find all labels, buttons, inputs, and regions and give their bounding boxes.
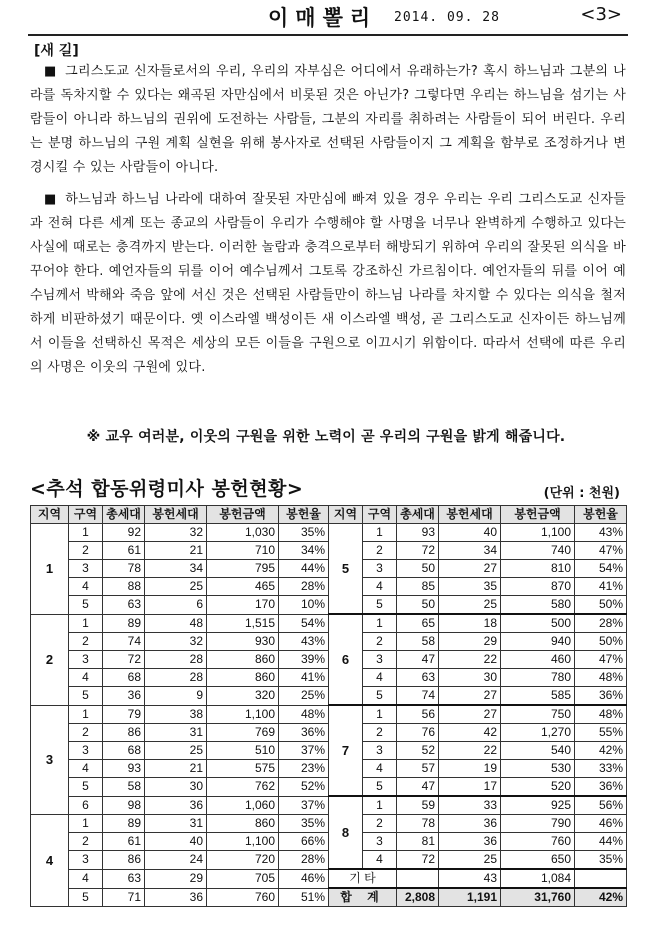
other-rate [575, 869, 627, 888]
district-cell: 4 [69, 578, 103, 596]
district-cell: 1 [363, 524, 397, 542]
offering-households-cell: 34 [439, 542, 501, 560]
region-cell: 8 [329, 796, 363, 869]
offering-households-cell: 40 [439, 524, 501, 542]
rate-cell: 55% [575, 724, 627, 742]
district-cell: 3 [69, 651, 103, 669]
rate-cell: 37% [279, 796, 329, 815]
total-label: 합 계 [329, 888, 397, 907]
table-title: <추석 합동위령미사 봉헌현황> [30, 478, 304, 500]
region-cell: 3 [31, 705, 69, 815]
amount-cell: 790 [501, 815, 575, 833]
amount-cell: 750 [501, 705, 575, 724]
rate-cell: 47% [575, 651, 627, 669]
rate-cell: 54% [575, 560, 627, 578]
rate-cell: 35% [279, 524, 329, 542]
rate-cell: 44% [575, 833, 627, 851]
table-row [31, 614, 627, 633]
district-cell: 4 [363, 669, 397, 687]
district-cell: 3 [363, 560, 397, 578]
amount-cell: 1,515 [207, 614, 279, 633]
offering-households-cell: 27 [439, 705, 501, 724]
households-cell: 71 [103, 888, 145, 907]
district-cell: 4 [69, 760, 103, 778]
amount-cell: 705 [207, 869, 279, 888]
district-cell: 1 [363, 796, 397, 815]
households-cell: 74 [103, 633, 145, 651]
district-cell: 4 [363, 851, 397, 870]
households-cell: 72 [397, 542, 439, 560]
households-cell: 88 [103, 578, 145, 596]
amount-cell: 870 [501, 578, 575, 596]
amount-cell: 530 [501, 760, 575, 778]
rate-cell: 47% [575, 542, 627, 560]
offering-households-cell: 32 [145, 633, 207, 651]
district-cell: 3 [363, 833, 397, 851]
offering-households-cell: 21 [145, 542, 207, 560]
region-cell: 4 [31, 815, 69, 907]
households-cell: 61 [103, 542, 145, 560]
district-cell: 2 [363, 724, 397, 742]
issue-date: 2014. 09. 28 [394, 10, 500, 25]
district-cell: 1 [363, 614, 397, 633]
amount-cell: 585 [501, 687, 575, 706]
amount-cell: 860 [207, 669, 279, 687]
offering-households-cell: 35 [439, 578, 501, 596]
amount-cell: 170 [207, 596, 279, 615]
rate-cell: 35% [279, 815, 329, 833]
rate-cell: 46% [279, 869, 329, 888]
paragraph-1 [30, 60, 626, 180]
section-title: [새 길] [34, 43, 79, 59]
offering-households-cell: 31 [145, 724, 207, 742]
table-row [31, 888, 627, 907]
offering-households-cell: 36 [145, 796, 207, 815]
amount-cell: 760 [501, 833, 575, 851]
offering-households-cell: 22 [439, 651, 501, 669]
other-label: 기 타 [329, 869, 397, 888]
amount-cell: 510 [207, 742, 279, 760]
rate-cell: 25% [279, 687, 329, 706]
district-cell: 4 [69, 869, 103, 888]
rate-cell: 42% [575, 742, 627, 760]
households-cell: 78 [103, 560, 145, 578]
amount-cell: 925 [501, 796, 575, 815]
table-row [31, 796, 627, 815]
amount-cell: 780 [501, 669, 575, 687]
page-number: <3> [580, 4, 622, 25]
households-cell: 59 [397, 796, 439, 815]
rate-cell: 43% [575, 524, 627, 542]
table-row [31, 705, 627, 724]
offering-households-cell: 29 [145, 869, 207, 888]
offering-table [30, 505, 627, 907]
paragraph-1-text: 그리스도교 신자들로서의 우리, 우리의 자부심은 어디에서 유래하는가? 혹시 하느님과 그분의 나라를 독차지할 수 있다는 왜곡된 자만심에서 비롯된 것은 아닌가? 그렇다면 우리는 하느님을 섬기는 사람들이 아니라 하느님의 권위에 도전하는 사람들, 그분의 자리를 취하려는 사람들이 되어 버린다. 우리는 분명 하느님의 구원 계획 실현을 위해 봉사자로 선택된 사람들이지 그 계획을 함부로 조정하거나 변경시킬 수 있는 사람들이 아니다. [30, 64, 626, 175]
col-header-region: 지역 [329, 506, 363, 524]
amount-cell: 1,100 [501, 524, 575, 542]
households-cell: 58 [103, 778, 145, 797]
offering-households-cell: 25 [439, 851, 501, 870]
amount-cell: 1,100 [207, 833, 279, 851]
offering-households-cell: 34 [145, 560, 207, 578]
amount-cell: 810 [501, 560, 575, 578]
table-body [31, 524, 627, 907]
unit-label: (단위 : 천원) [543, 486, 620, 501]
rate-cell: 28% [575, 614, 627, 633]
households-cell: 63 [103, 869, 145, 888]
amount-cell: 465 [207, 578, 279, 596]
rate-cell: 36% [575, 778, 627, 797]
rate-cell: 43% [279, 633, 329, 651]
table-header-row [31, 506, 627, 524]
region-cell: 1 [31, 524, 69, 615]
households-cell: 92 [103, 524, 145, 542]
offering-households-cell: 25 [145, 742, 207, 760]
offering-households-cell: 30 [439, 669, 501, 687]
amount-cell: 860 [207, 651, 279, 669]
amount-cell: 650 [501, 851, 575, 870]
amount-cell: 740 [501, 542, 575, 560]
households-cell: 47 [397, 778, 439, 797]
offering-households-cell: 24 [145, 851, 207, 870]
amount-cell: 860 [207, 815, 279, 833]
district-cell: 1 [69, 614, 103, 633]
rate-cell: 36% [575, 687, 627, 706]
offering-households-cell: 36 [145, 888, 207, 907]
offering-households-cell: 18 [439, 614, 501, 633]
households-cell: 52 [397, 742, 439, 760]
rate-cell: 48% [575, 705, 627, 724]
bullet-icon: ■ [44, 192, 58, 207]
rate-cell: 36% [279, 724, 329, 742]
amount-cell: 762 [207, 778, 279, 797]
amount-cell: 760 [207, 888, 279, 907]
offering-households-cell: 33 [439, 796, 501, 815]
offering-households-cell: 38 [145, 705, 207, 724]
region-cell: 7 [329, 705, 363, 796]
rate-cell: 23% [279, 760, 329, 778]
households-cell: 65 [397, 614, 439, 633]
households-cell: 50 [397, 596, 439, 615]
rate-cell: 48% [575, 669, 627, 687]
newsletter-title: 이매뽈리 [268, 6, 378, 30]
district-cell: 3 [69, 851, 103, 870]
district-cell: 5 [363, 687, 397, 706]
district-cell: 2 [363, 815, 397, 833]
col-header-region: 지역 [31, 506, 69, 524]
households-cell: 63 [103, 596, 145, 615]
amount-cell: 580 [501, 596, 575, 615]
households-cell: 61 [103, 833, 145, 851]
amount-cell: 940 [501, 633, 575, 651]
district-cell: 5 [69, 596, 103, 615]
offering-households-cell: 42 [439, 724, 501, 742]
district-cell: 1 [363, 705, 397, 724]
households-cell: 76 [397, 724, 439, 742]
offering-households-cell: 22 [439, 742, 501, 760]
district-cell: 5 [363, 778, 397, 797]
households-cell: 74 [397, 687, 439, 706]
region-cell: 2 [31, 614, 69, 705]
col-header-district: 구역 [69, 506, 103, 524]
amount-cell: 500 [501, 614, 575, 633]
district-cell: 2 [69, 542, 103, 560]
rate-cell: 10% [279, 596, 329, 615]
rate-cell: 41% [575, 578, 627, 596]
offering-households-cell: 28 [145, 669, 207, 687]
col-header-amount: 봉헌금액 [207, 506, 279, 524]
col-header-households: 총세대 [103, 506, 145, 524]
district-cell: 3 [363, 651, 397, 669]
page-header [28, 0, 628, 36]
households-cell: 68 [103, 669, 145, 687]
amount-cell: 795 [207, 560, 279, 578]
households-cell: 50 [397, 560, 439, 578]
amount-cell: 1,270 [501, 724, 575, 742]
offering-households-cell: 36 [439, 815, 501, 833]
offering-households-cell: 21 [145, 760, 207, 778]
offering-households-cell: 40 [145, 833, 207, 851]
district-cell: 2 [363, 633, 397, 651]
amount-cell: 769 [207, 724, 279, 742]
col-header-district: 구역 [363, 506, 397, 524]
other-offering-households: 43 [439, 869, 501, 888]
rate-cell: 28% [279, 851, 329, 870]
households-cell: 68 [103, 742, 145, 760]
amount-cell: 540 [501, 742, 575, 760]
offering-households-cell: 27 [439, 560, 501, 578]
region-cell: 6 [329, 614, 363, 705]
households-cell: 72 [103, 651, 145, 669]
households-cell: 58 [397, 633, 439, 651]
other-amount: 1,084 [501, 869, 575, 888]
households-cell: 86 [103, 724, 145, 742]
amount-cell: 720 [207, 851, 279, 870]
households-cell: 89 [103, 815, 145, 833]
district-cell: 6 [69, 796, 103, 815]
rate-cell: 41% [279, 669, 329, 687]
other-households [397, 869, 439, 888]
households-cell: 85 [397, 578, 439, 596]
rate-cell: 37% [279, 742, 329, 760]
households-cell: 81 [397, 833, 439, 851]
district-cell: 4 [363, 578, 397, 596]
households-cell: 57 [397, 760, 439, 778]
amount-cell: 575 [207, 760, 279, 778]
rate-cell: 48% [279, 705, 329, 724]
col-header-amount: 봉헌금액 [501, 506, 575, 524]
total-amount: 31,760 [501, 888, 575, 907]
offering-households-cell: 17 [439, 778, 501, 797]
table-row [31, 869, 627, 888]
offering-households-cell: 28 [145, 651, 207, 669]
paragraph-2 [30, 188, 626, 380]
col-header-offering-households: 봉헌세대 [145, 506, 207, 524]
offering-households-cell: 25 [439, 596, 501, 615]
households-cell: 93 [103, 760, 145, 778]
district-cell: 1 [69, 524, 103, 542]
offering-households-cell: 32 [145, 524, 207, 542]
households-cell: 79 [103, 705, 145, 724]
amount-cell: 1,100 [207, 705, 279, 724]
col-header-rate: 봉헌율 [279, 506, 329, 524]
table-row [31, 524, 627, 542]
rate-cell: 56% [575, 796, 627, 815]
households-cell: 98 [103, 796, 145, 815]
district-cell: 4 [363, 760, 397, 778]
offering-households-cell: 25 [145, 578, 207, 596]
rate-cell: 44% [279, 560, 329, 578]
households-cell: 93 [397, 524, 439, 542]
households-cell: 56 [397, 705, 439, 724]
amount-cell: 320 [207, 687, 279, 706]
households-cell: 72 [397, 851, 439, 870]
district-cell: 2 [69, 833, 103, 851]
district-cell: 3 [69, 560, 103, 578]
total-rate: 42% [575, 888, 627, 907]
offering-households-cell: 6 [145, 596, 207, 615]
rate-cell: 50% [575, 596, 627, 615]
rate-cell: 51% [279, 888, 329, 907]
col-header-rate: 봉헌율 [575, 506, 627, 524]
rate-cell: 52% [279, 778, 329, 797]
offering-households-cell: 19 [439, 760, 501, 778]
rate-cell: 39% [279, 651, 329, 669]
district-cell: 5 [69, 888, 103, 907]
rate-cell: 54% [279, 614, 329, 633]
district-cell: 5 [69, 778, 103, 797]
households-cell: 86 [103, 851, 145, 870]
rate-cell: 33% [575, 760, 627, 778]
district-cell: 1 [69, 705, 103, 724]
notice-line: ※ 교우 여러분, 이웃의 구원을 위한 노력이 곧 우리의 구원을 밝게 해줍니다. [86, 429, 566, 445]
households-cell: 89 [103, 614, 145, 633]
district-cell: 2 [69, 633, 103, 651]
district-cell: 2 [69, 724, 103, 742]
offering-households-cell: 9 [145, 687, 207, 706]
total-households: 2,808 [397, 888, 439, 907]
paragraph-2-text: 하느님과 하느님 나라에 대하여 잘못된 자만심에 빠져 있을 경우 우리는 우리 그리스도교 신자들과 전혀 다른 세계 또는 종교의 사람들이 우리가 수행해야 할 사명을 너무나 완벽하게 수행하고 있다는 사실에 때로는 충격까지 받는다. 이러한 놀람과 충격으로부터 해방되기 위하여 우리의 잘못된 의식을 바꾸어야 한다. 예언자들의 뒤를 이어 예수님께서 그토록 강조하신 가르침이다. 예언자들의 뒤를 이어 예수님께서 박해와 죽음 앞에 서신 것은 선택된 사람들만이 하느님 나라를 차지할 수 있다는 의식을 철저하게 비판하셨기 때문이다. 옛 이스라엘 백성이든 새 이스라엘 백성, 곧 그리스도교 신자이든 하느님께서 이들을 선택하신 목적은 세상의 모든 이들을 구원으로 이끄시기 위함이다. 따라서 선택에 따른 우리의 사명은 이웃의 구원에 있다. [30, 192, 626, 375]
amount-cell: 520 [501, 778, 575, 797]
amount-cell: 460 [501, 651, 575, 669]
offering-households-cell: 31 [145, 815, 207, 833]
rate-cell: 34% [279, 542, 329, 560]
amount-cell: 1,060 [207, 796, 279, 815]
region-cell: 5 [329, 524, 363, 615]
district-cell: 5 [69, 687, 103, 706]
rate-cell: 28% [279, 578, 329, 596]
households-cell: 36 [103, 687, 145, 706]
households-cell: 78 [397, 815, 439, 833]
col-header-households: 총세대 [397, 506, 439, 524]
district-cell: 5 [363, 596, 397, 615]
offering-households-cell: 30 [145, 778, 207, 797]
total-offering-households: 1,191 [439, 888, 501, 907]
amount-cell: 930 [207, 633, 279, 651]
amount-cell: 1,030 [207, 524, 279, 542]
rate-cell: 46% [575, 815, 627, 833]
col-header-offering-households: 봉헌세대 [439, 506, 501, 524]
rate-cell: 50% [575, 633, 627, 651]
bullet-icon: ■ [44, 64, 58, 79]
district-cell: 3 [363, 742, 397, 760]
district-cell: 1 [69, 815, 103, 833]
district-cell: 3 [69, 742, 103, 760]
offering-households-cell: 36 [439, 833, 501, 851]
rate-cell: 35% [575, 851, 627, 870]
district-cell: 4 [69, 669, 103, 687]
households-cell: 47 [397, 651, 439, 669]
offering-households-cell: 27 [439, 687, 501, 706]
offering-households-cell: 48 [145, 614, 207, 633]
households-cell: 63 [397, 669, 439, 687]
district-cell: 2 [363, 542, 397, 560]
amount-cell: 710 [207, 542, 279, 560]
rate-cell: 66% [279, 833, 329, 851]
offering-households-cell: 29 [439, 633, 501, 651]
